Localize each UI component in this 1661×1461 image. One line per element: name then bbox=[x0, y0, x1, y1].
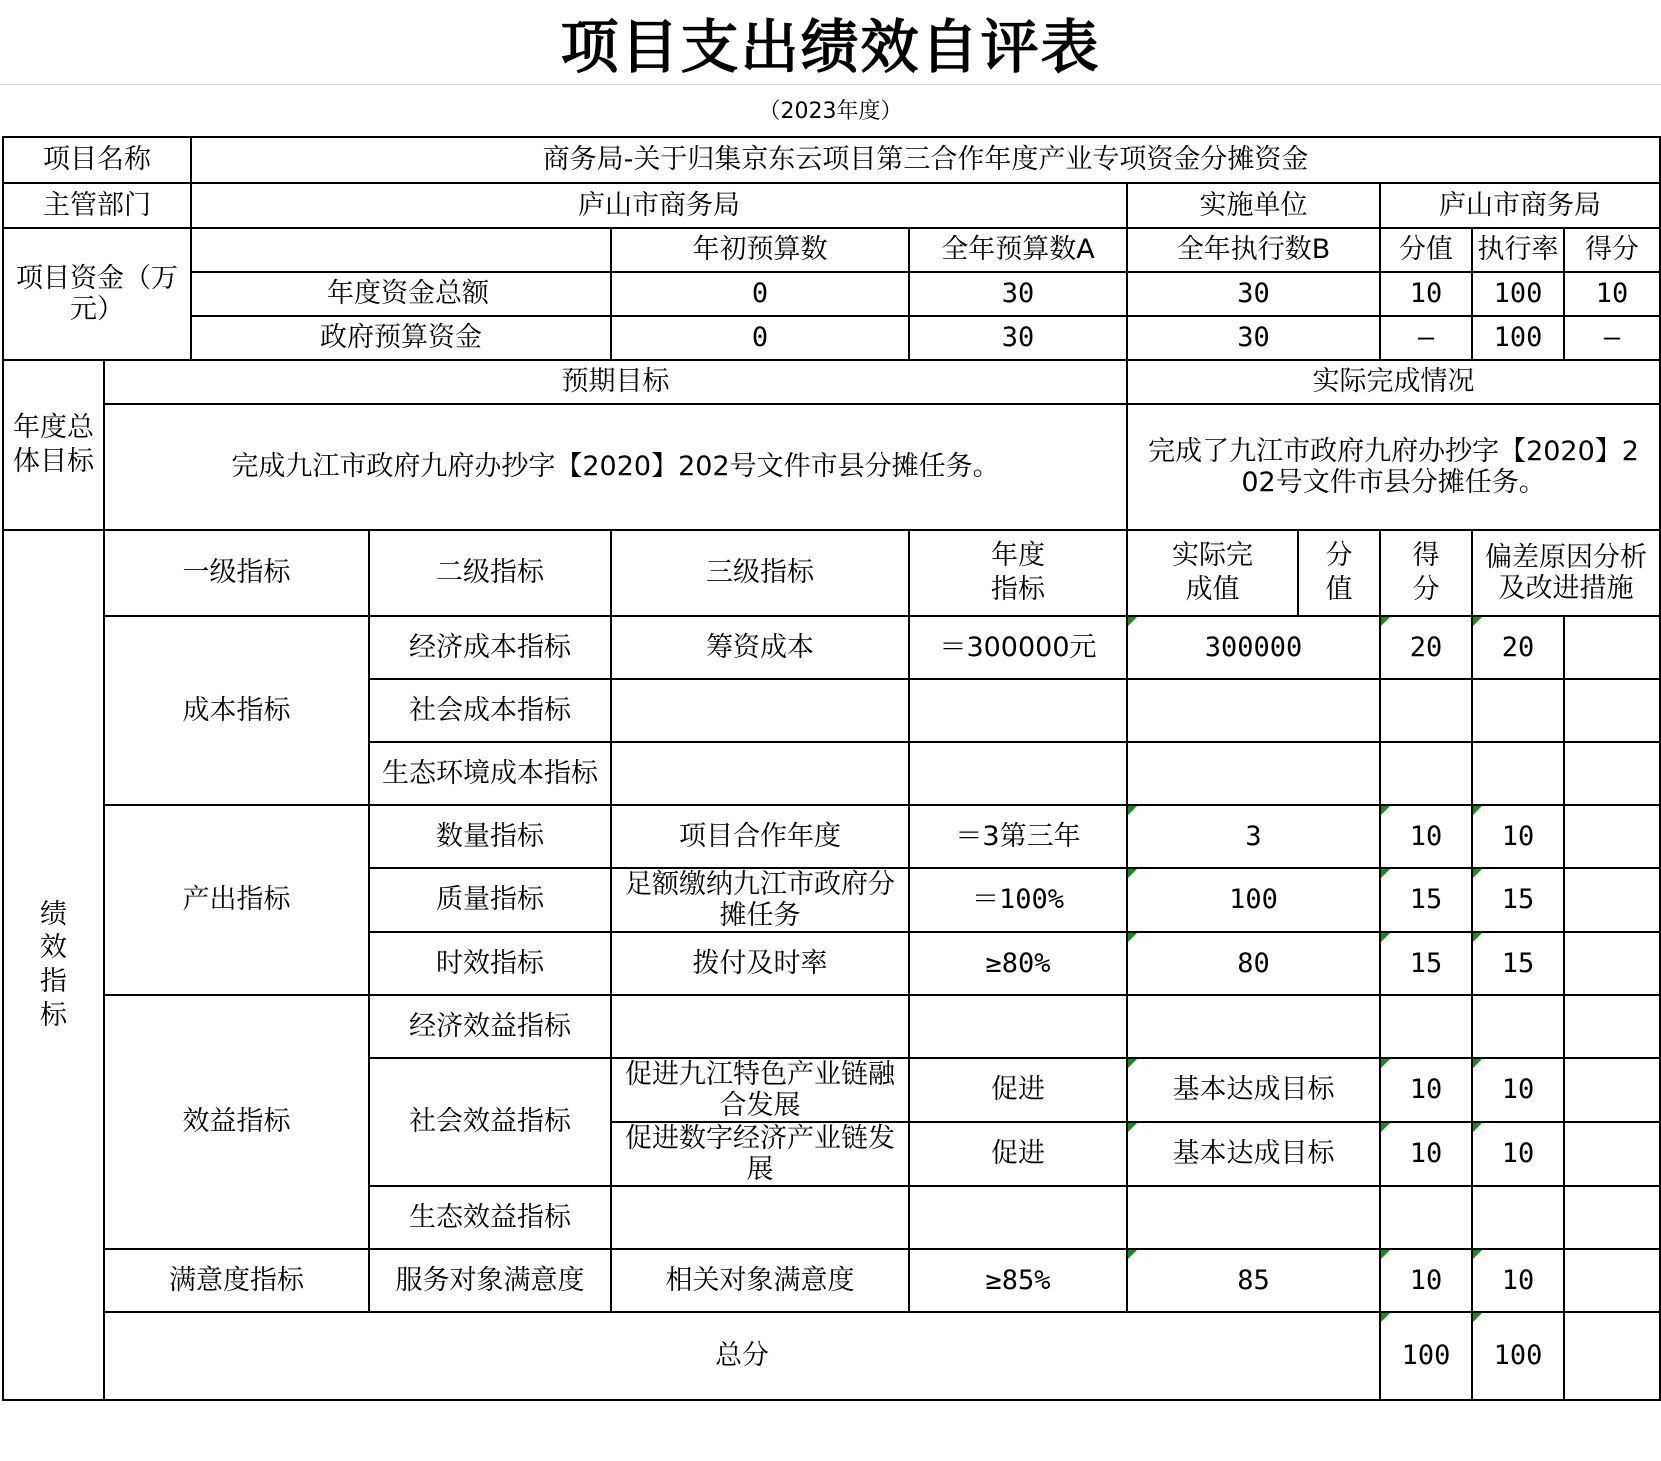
actual-cell: 3 bbox=[1127, 805, 1380, 868]
target-cell bbox=[909, 679, 1127, 742]
target-cell: 促进 bbox=[909, 1058, 1127, 1122]
level1-output: 产出指标 bbox=[104, 805, 369, 995]
funds-header-score: 得分 bbox=[1564, 228, 1660, 272]
level2-cell: 服务对象满意度 bbox=[369, 1249, 611, 1312]
score-value-cell: 20 bbox=[1380, 616, 1472, 679]
target-cell: 促进 bbox=[909, 1122, 1127, 1186]
funds-row-score-value: — bbox=[1380, 316, 1472, 360]
score-value-cell: 15 bbox=[1380, 932, 1472, 995]
level3-cell bbox=[611, 679, 909, 742]
level1-benefit: 效益指标 bbox=[104, 995, 369, 1249]
funds-row-score: 10 bbox=[1564, 272, 1660, 316]
page-title: 项目支出绩效自评表 bbox=[560, 13, 1101, 81]
total-score: 100 bbox=[1472, 1312, 1564, 1400]
deviation-cell bbox=[1564, 616, 1660, 679]
impl-unit-label: 实施单位 bbox=[1127, 183, 1380, 228]
perf-header-target: 年度指标 bbox=[909, 530, 1127, 616]
perf-header-level3: 三级指标 bbox=[611, 530, 909, 616]
level2-cell: 生态环境成本指标 bbox=[369, 742, 611, 805]
funds-row-executed: 30 bbox=[1127, 316, 1380, 360]
score-value-cell: 15 bbox=[1380, 868, 1472, 932]
score-value-cell: 10 bbox=[1380, 1058, 1472, 1122]
target-cell: ≥80% bbox=[909, 932, 1127, 995]
target-cell: ＝100% bbox=[909, 868, 1127, 932]
funds-header-blank bbox=[191, 228, 611, 272]
funds-header-executed: 全年执行数B bbox=[1127, 228, 1380, 272]
year-subtitle: （2023年度） bbox=[758, 98, 903, 124]
actual-cell: 300000 bbox=[1127, 616, 1380, 679]
funds-row-executed: 30 bbox=[1127, 272, 1380, 316]
perf-header-level1: 一级指标 bbox=[104, 530, 369, 616]
funds-row-score: — bbox=[1564, 316, 1660, 360]
impl-unit-value: 庐山市商务局 bbox=[1380, 183, 1660, 228]
level3-cell: 筹资成本 bbox=[611, 616, 909, 679]
actual-cell bbox=[1127, 995, 1380, 1058]
funds-row-initial: 0 bbox=[611, 316, 909, 360]
level2-cell: 经济成本指标 bbox=[369, 616, 611, 679]
score-cell: 10 bbox=[1472, 1249, 1564, 1312]
level2-cell: 社会效益指标 bbox=[369, 1058, 611, 1186]
score-value-cell bbox=[1380, 679, 1472, 742]
score-cell bbox=[1472, 742, 1564, 805]
level3-cell: 相关对象满意度 bbox=[611, 1249, 909, 1312]
level3-cell: 促进数字经济产业链发展 bbox=[611, 1122, 909, 1186]
divider bbox=[0, 84, 1661, 85]
score-value-cell bbox=[1380, 1186, 1472, 1249]
level3-cell bbox=[611, 1186, 909, 1249]
deviation-cell bbox=[1564, 932, 1660, 995]
funds-header-score-value: 分值 bbox=[1380, 228, 1472, 272]
level1-satisfaction: 满意度指标 bbox=[104, 1249, 369, 1312]
actual-cell: 基本达成目标 bbox=[1127, 1122, 1380, 1186]
perf-header-score-value: 分值 bbox=[1298, 530, 1380, 616]
deviation-cell bbox=[1564, 995, 1660, 1058]
score-cell: 10 bbox=[1472, 1058, 1564, 1122]
deviation-cell bbox=[1564, 1058, 1660, 1122]
deviation-cell bbox=[1564, 1186, 1660, 1249]
actual-cell: 100 bbox=[1127, 868, 1380, 932]
level2-cell: 社会成本指标 bbox=[369, 679, 611, 742]
target-cell: ＝300000元 bbox=[909, 616, 1127, 679]
deviation-cell bbox=[1564, 868, 1660, 932]
actual-cell: 85 bbox=[1127, 1249, 1380, 1312]
actual-cell bbox=[1127, 679, 1380, 742]
self-evaluation-table bbox=[2, 136, 1661, 1401]
deviation-cell bbox=[1564, 679, 1660, 742]
actual-cell: 基本达成目标 bbox=[1127, 1058, 1380, 1122]
funds-row-name: 年度资金总额 bbox=[191, 272, 611, 316]
funds-row-annual: 30 bbox=[909, 272, 1127, 316]
score-cell: 15 bbox=[1472, 868, 1564, 932]
score-value-cell bbox=[1380, 742, 1472, 805]
perf-indicator-label: 绩效指标 bbox=[3, 530, 104, 1400]
score-value-cell: 10 bbox=[1380, 1122, 1472, 1186]
score-value-cell: 10 bbox=[1380, 1249, 1472, 1312]
funds-header-initial: 年初预算数 bbox=[611, 228, 909, 272]
target-cell bbox=[909, 742, 1127, 805]
actual-cell bbox=[1127, 742, 1380, 805]
funds-row-rate: 100 bbox=[1472, 316, 1564, 360]
funds-row-rate: 100 bbox=[1472, 272, 1564, 316]
deviation-cell bbox=[1564, 1249, 1660, 1312]
score-cell: 10 bbox=[1472, 1122, 1564, 1186]
score-value-cell: 10 bbox=[1380, 805, 1472, 868]
perf-header-deviation: 偏差原因分析及改进措施 bbox=[1472, 530, 1660, 616]
dept-value: 庐山市商务局 bbox=[191, 183, 1127, 228]
funds-row-name: 政府预算资金 bbox=[191, 316, 611, 360]
level2-cell: 经济效益指标 bbox=[369, 995, 611, 1058]
level2-cell: 时效指标 bbox=[369, 932, 611, 995]
total-label: 总分 bbox=[104, 1312, 1380, 1400]
actual-cell bbox=[1127, 1186, 1380, 1249]
score-cell bbox=[1472, 679, 1564, 742]
deviation-cell bbox=[1564, 742, 1660, 805]
deviation-cell bbox=[1564, 805, 1660, 868]
total-score-value: 100 bbox=[1380, 1312, 1472, 1400]
level3-cell: 促进九江特色产业链融合发展 bbox=[611, 1058, 909, 1122]
score-cell: 10 bbox=[1472, 805, 1564, 868]
funds-row-score-value: 10 bbox=[1380, 272, 1472, 316]
score-cell: 20 bbox=[1472, 616, 1564, 679]
perf-header-score: 得分 bbox=[1380, 530, 1472, 616]
funds-row-annual: 30 bbox=[909, 316, 1127, 360]
score-cell: 15 bbox=[1472, 932, 1564, 995]
level1-cost: 成本指标 bbox=[104, 616, 369, 805]
level2-cell: 数量指标 bbox=[369, 805, 611, 868]
actual-cell: 80 bbox=[1127, 932, 1380, 995]
level3-cell: 项目合作年度 bbox=[611, 805, 909, 868]
funds-row-initial: 0 bbox=[611, 272, 909, 316]
deviation-cell bbox=[1564, 1122, 1660, 1186]
project-name-value: 商务局-关于归集京东云项目第三合作年度产业专项资金分摊资金 bbox=[191, 137, 1660, 183]
annual-goal-label: 年度总体目标 bbox=[3, 360, 104, 530]
funds-header-rate: 执行率 bbox=[1472, 228, 1564, 272]
actual-result-header: 实际完成情况 bbox=[1127, 360, 1660, 404]
expected-goal-text: 完成九江市政府九府办抄字【2020】202号文件市县分摊任务。 bbox=[104, 404, 1127, 530]
dept-label: 主管部门 bbox=[3, 183, 191, 228]
level2-cell: 生态效益指标 bbox=[369, 1186, 611, 1249]
level3-cell: 拨付及时率 bbox=[611, 932, 909, 995]
target-cell bbox=[909, 1186, 1127, 1249]
level3-cell bbox=[611, 742, 909, 805]
level2-cell: 质量指标 bbox=[369, 868, 611, 932]
target-cell: ＝3第三年 bbox=[909, 805, 1127, 868]
perf-header-level2: 二级指标 bbox=[369, 530, 611, 616]
expected-goal-header: 预期目标 bbox=[104, 360, 1127, 404]
perf-header-actual: 实际完成值 bbox=[1127, 530, 1298, 616]
score-cell bbox=[1472, 995, 1564, 1058]
actual-result-text: 完成了九江市政府九府办抄字【2020】202号文件市县分摊任务。 bbox=[1127, 404, 1660, 530]
level3-cell: 足额缴纳九江市政府分摊任务 bbox=[611, 868, 909, 932]
funds-header-annual: 全年预算数A bbox=[909, 228, 1127, 272]
score-value-cell bbox=[1380, 995, 1472, 1058]
target-cell bbox=[909, 995, 1127, 1058]
total-deviation bbox=[1564, 1312, 1660, 1400]
level3-cell bbox=[611, 995, 909, 1058]
funds-label: 项目资金（万元） bbox=[3, 228, 191, 360]
target-cell: ≥85% bbox=[909, 1249, 1127, 1312]
score-cell bbox=[1472, 1186, 1564, 1249]
project-name-label: 项目名称 bbox=[3, 137, 191, 183]
